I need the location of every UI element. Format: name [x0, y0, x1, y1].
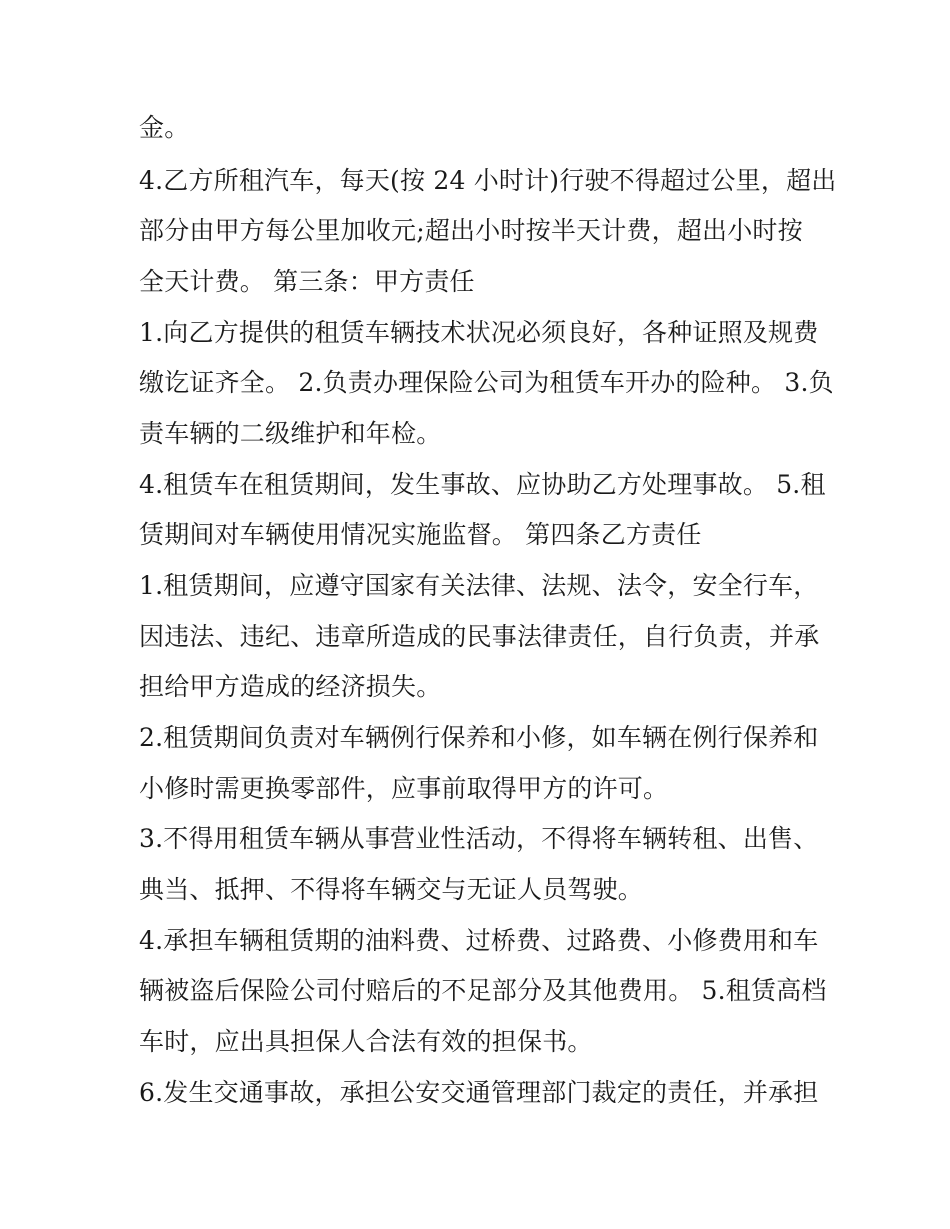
text-line: 缴讫证齐全。 2.负责办理保险公司为租赁车开办的险种。 3.负 [139, 368, 834, 397]
text-line: 部分由甲方每公里加收元;超出小时按半天计费，超出小时按 [139, 216, 803, 245]
text-line: 全天计费。 第三条：甲方责任 [139, 267, 475, 296]
text-line: 4.乙方所租汽车，每天(按 24 小时计)行驶不得超过公里，超出 [139, 166, 837, 195]
text-line: 1.向乙方提供的租赁车辆技术状况必须良好，各种证照及规费 [139, 318, 819, 347]
text-line: 4.租赁车在租赁期间，发生事故、应协助乙方处理事故。 5.租 [139, 470, 826, 499]
text-line: 担给甲方造成的经济损失。 [139, 672, 442, 701]
text-line: 2.租赁期间负责对车辆例行保养和小修，如车辆在例行保养和 [139, 723, 819, 752]
text-line: 3.不得用租赁车辆从事营业性活动，不得将车辆转租、出售、 [139, 824, 819, 853]
text-line: 金。 [139, 113, 190, 142]
text-line: 因违法、违纪、违章所造成的民事法律责任，自行负责，并承 [139, 622, 820, 651]
text-line: 赁期间对车辆使用情况实施监督。 第四条乙方责任 [139, 520, 702, 549]
text-line: 1.租赁期间，应遵守国家有关法律、法规、法令，安全行车， [139, 571, 819, 600]
text-line: 小修时需更换零部件，应事前取得甲方的许可。 [139, 774, 669, 803]
text-line: 4.承担车辆租赁期的油料费、过桥费、过路费、小修费用和车 [139, 926, 819, 955]
text-line: 车时，应出具担保人合法有效的担保书。 [139, 1027, 593, 1056]
text-line: 6.发生交通事故，承担公安交通管理部门裁定的责任，并承担 [139, 1078, 819, 1107]
text-line: 典当、抵押、不得将车辆交与无证人员驾驶。 [139, 875, 644, 904]
text-line: 辆被盗后保险公司付赔后的不足部分及其他费用。 5.租赁高档 [139, 976, 827, 1005]
text-line: 责车辆的二级维护和年检。 [139, 419, 442, 448]
